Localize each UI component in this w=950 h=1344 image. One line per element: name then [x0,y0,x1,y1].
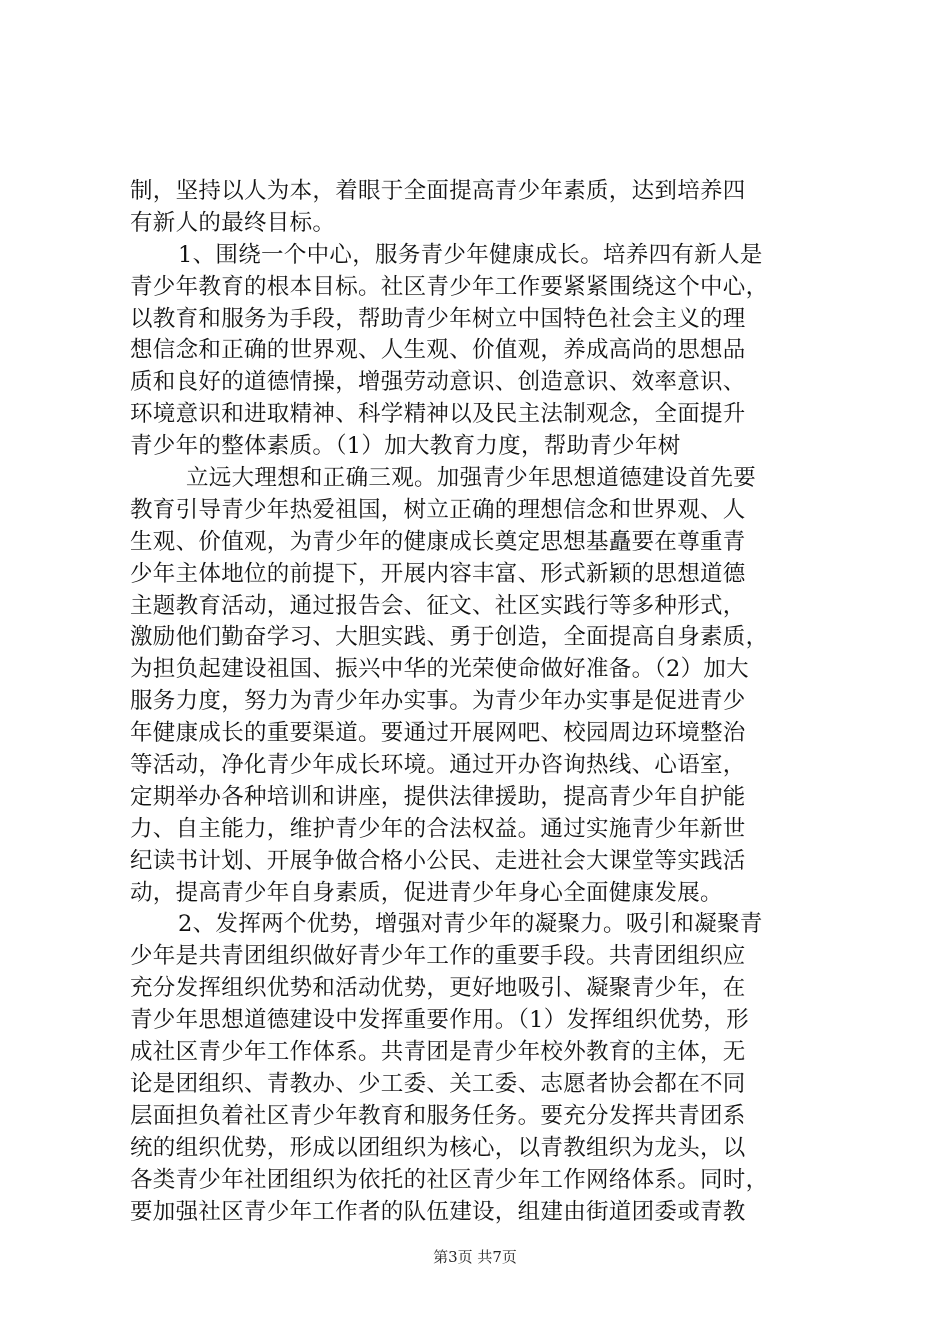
text-line: 论是团组织、青教办、少工委、关工委、志愿者协会都在不同 [130,1070,746,1097]
text-line: 等活动，净化青少年成长环境。通过开办咨询热线、心语室， [130,752,746,779]
text-line: 为担负起建设祖国、振兴中华的光荣使命做好准备。（2）加大 [130,656,749,683]
text-line: 纪读书计划、开展争做合格小公民、走进社会大课堂等实践活 [130,847,746,874]
text-line: 力、自主能力，维护青少年的合法权益。通过实施青少年新世 [130,815,746,842]
text-line: 充分发挥组织优势和活动优势，更好地吸引、凝聚青少年，在 [130,975,746,1002]
text-line: 少年是共青团组织做好青少年工作的重要手段。共青团组织应 [130,943,746,970]
page-number: 第3页 共7页 [433,1248,517,1266]
text-line: 激励他们勤奋学习、大胆实践、勇于创造，全面提高自身素质， [130,624,769,651]
text-line: 青少年教育的根本目标。社区青少年工作要紧紧围绕这个中心， [130,273,769,300]
text-line: 生观、价值观，为青少年的健康成长奠定思想基矗要在尊重青 [130,528,746,555]
text-line: 质和良好的道德情操，增强劳动意识、创造意识、效率意识、 [130,369,746,396]
text-line: 青少年思想道德建设中发挥重要作用。（1）发挥组织优势，形 [130,1007,749,1034]
document-body [130,176,830,1228]
paragraph-start-line: 1、围绕一个中心，服务青少年健康成长。培养四有新人是 [178,241,763,268]
paragraph-start-line: 2、发挥两个优势，增强对青少年的凝聚力。吸引和凝聚青 [178,911,763,938]
text-line: 成社区青少年工作体系。共青团是青少年校外教育的主体，无 [130,1039,746,1066]
text-line: 教育引导青少年热爱祖国，树立正确的理想信念和世界观、人 [130,496,746,523]
text-line: 想信念和正确的世界观、人生观、价值观，养成高尚的思想品 [130,337,746,364]
text-line: 定期举办各种培训和讲座，提供法律援助，提高青少年自护能 [130,783,746,810]
text-line: 制，坚持以人为本，着眼于全面提高青少年素质，达到培养四 [130,178,746,204]
text-line: 主题教育活动，通过报告会、征文、社区实践行等多种形式， [130,592,746,619]
text-line: 动，提高青少年自身素质，促进青少年身心全面健康发展。 [130,879,723,906]
text-line: 统的组织优势，形成以团组织为核心，以青教组织为龙头，以 [130,1134,746,1161]
paragraph-start-line: 立远大理想和正确三观。加强青少年思想道德建设首先要 [186,465,757,492]
text-line: 要加强社区青少年工作者的队伍建设，组建由街道团委或青教 [130,1198,746,1225]
text-line: 少年主体地位的前提下，开展内容丰富、形式新颖的思想道德 [130,560,746,587]
text-line: 以教育和服务为手段，帮助青少年树立中国特色社会主义的理 [130,305,746,332]
text-line: 服务力度，努力为青少年办实事。为青少年办实事是促进青少 [130,688,746,715]
text-line: 各类青少年社团组织为依托的社区青少年工作网络体系。同时， [130,1166,769,1193]
text-line: 层面担负着社区青少年教育和服务任务。要充分发挥共青团系 [130,1102,746,1129]
text-line: 有新人的最终目标。 [130,209,336,236]
text-line: 环境意识和进取精神、科学精神以及民主法制观念，全面提升 [130,401,746,428]
text-line: 青少年的整体素质。（1）加大教育力度，帮助青少年树 [130,433,681,460]
text-line: 年健康成长的重要渠道。要通过开展网吧、校园周边环境整治 [130,720,746,747]
